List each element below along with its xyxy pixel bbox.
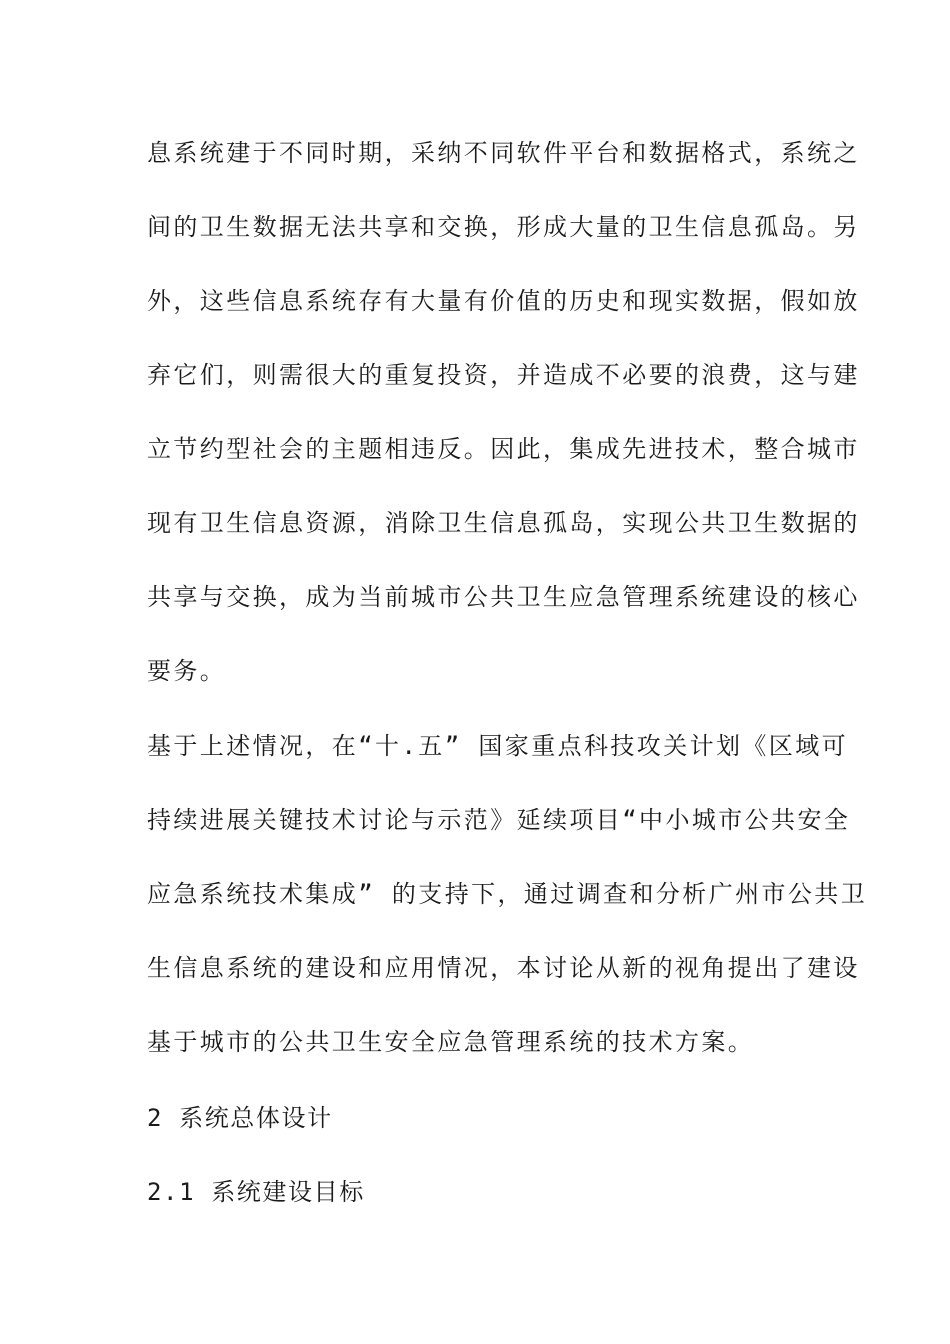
text-line: 间的卫生数据无法共享和交换，形成大量的卫生信息孤岛。另	[147, 213, 860, 241]
text-line: 基于城市的公共卫生安全应急管理系统的技术方案。	[147, 1028, 755, 1056]
text-line: 要务。	[147, 657, 227, 685]
text-line: 弃它们，则需很大的重复投资，并造成不必要的浪费，这与建	[147, 361, 860, 389]
text-line: 立节约型社会的主题相违反。因此，集成先进技术，整合城市	[147, 435, 860, 463]
text-line: 基于上述情况，在“十.五” 国家重点科技攻关计划《区域可	[147, 732, 848, 760]
text-line: 共享与交换，成为当前城市公共卫生应急管理系统建设的核心	[147, 583, 860, 611]
text-line: 持续进展关键技术讨论与示范》延续项目“中小城市公共安全	[147, 806, 851, 834]
text-line: 生信息系统的建设和应用情况，本讨论从新的视角提出了建设	[147, 954, 860, 982]
text-line: 息系统建于不同时期，采纳不同软件平台和数据格式，系统之	[147, 139, 860, 167]
section-heading: 2 系统总体设计	[147, 1104, 333, 1132]
subsection-heading: 2.1 系统建设目标	[147, 1178, 365, 1206]
text-line: 外，这些信息系统存有大量有价值的历史和现实数据，假如放	[147, 287, 860, 315]
text-line: 应急系统技术集成” 的支持下，通过调查和分析广州市公共卫	[147, 880, 868, 908]
text-line: 现有卫生信息资源，消除卫生信息孤岛，实现公共卫生数据的	[147, 509, 860, 537]
